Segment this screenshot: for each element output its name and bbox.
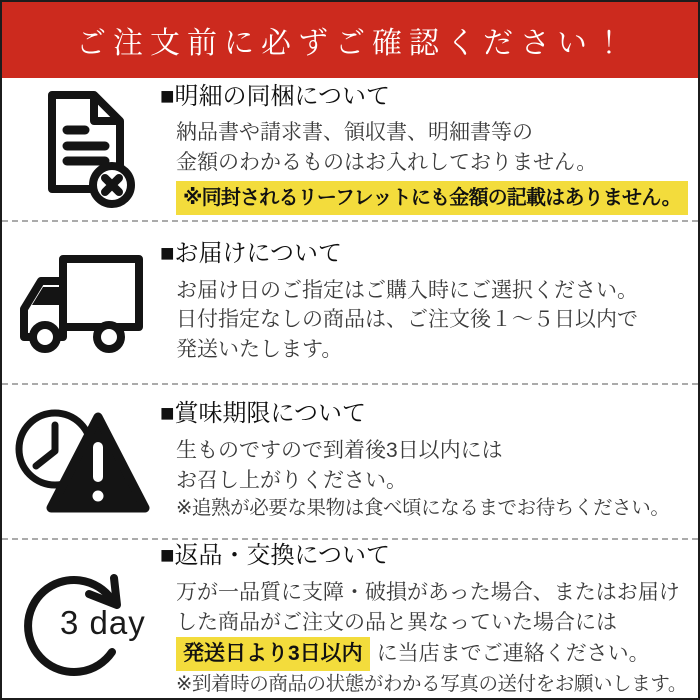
- section-returns-line2: した商品がご注文の品と異なっていた場合には: [176, 610, 617, 634]
- section-returns-note: ※到着時の商品の状態がわかる写真の送付をお願いします。: [176, 673, 687, 696]
- section-invoice-body: [160, 118, 690, 215]
- section-delivery-heading: ■お届けについて: [160, 239, 343, 267]
- document-x-icon: [26, 89, 136, 209]
- section-invoice-content: [160, 83, 698, 216]
- section-expiry-note: ※追熟が必要な果物は食べ頃になるまでお待ちください。: [176, 497, 670, 520]
- section-returns: [2, 540, 698, 700]
- section-expiry-content: [160, 400, 698, 523]
- section-invoice-line2: 金額のわかるものはお入れしておりません。: [176, 151, 598, 175]
- section-expiry-heading: ■賞味期限について: [160, 399, 367, 427]
- section-expiry-line1: 生ものですので到着後3日以内には: [176, 438, 503, 462]
- section-delivery-line1: お届け日のご指定はご購入時にご選択ください。: [176, 278, 638, 302]
- section-returns-content: [160, 542, 698, 699]
- section-expiry-body: [160, 436, 690, 523]
- section-delivery: [2, 222, 698, 383]
- section-invoice-highlight: ※同封されるリーフレットにも金額の記載はありません。: [176, 181, 688, 215]
- section-returns-body: [160, 578, 690, 699]
- section-returns-icon-col: [2, 558, 160, 684]
- truck-icon: [17, 253, 145, 353]
- header-banner: [2, 2, 698, 78]
- section-invoice: [2, 78, 698, 220]
- section-delivery-icon-col: [2, 253, 160, 353]
- header-banner-text: ご注文前に必ずご確認ください！: [76, 27, 631, 60]
- section-delivery-content: [160, 240, 698, 365]
- section-returns-highlight: 発送日より3日以内: [176, 637, 370, 671]
- section-invoice-icon-col: [2, 89, 160, 209]
- section-expiry-icon-col: [2, 405, 160, 519]
- section-expiry: [2, 385, 698, 538]
- section-returns-line3: [176, 637, 690, 671]
- section-delivery-line2: 日付指定なしの商品は、ご注文後１～５日以内で: [176, 308, 638, 332]
- section-expiry-line2: お召し上がりください。: [176, 468, 407, 492]
- refresh-3day-label: 3 day: [60, 603, 146, 641]
- section-invoice-heading: ■明細の同梱について: [160, 82, 391, 110]
- section-returns-line1: 万が一品質に支障・破損があった場合、またはお届け: [176, 580, 680, 604]
- section-delivery-line3: 発送いたします。: [176, 338, 343, 362]
- section-invoice-line1: 納品書や請求書、領収書、明細書等の: [176, 121, 533, 145]
- section-returns-line3-after: に当店までご連絡ください。: [376, 642, 650, 666]
- clock-warning-icon: [11, 405, 151, 519]
- section-returns-heading: ■返品・交換について: [160, 542, 391, 570]
- section-delivery-body: [160, 276, 690, 365]
